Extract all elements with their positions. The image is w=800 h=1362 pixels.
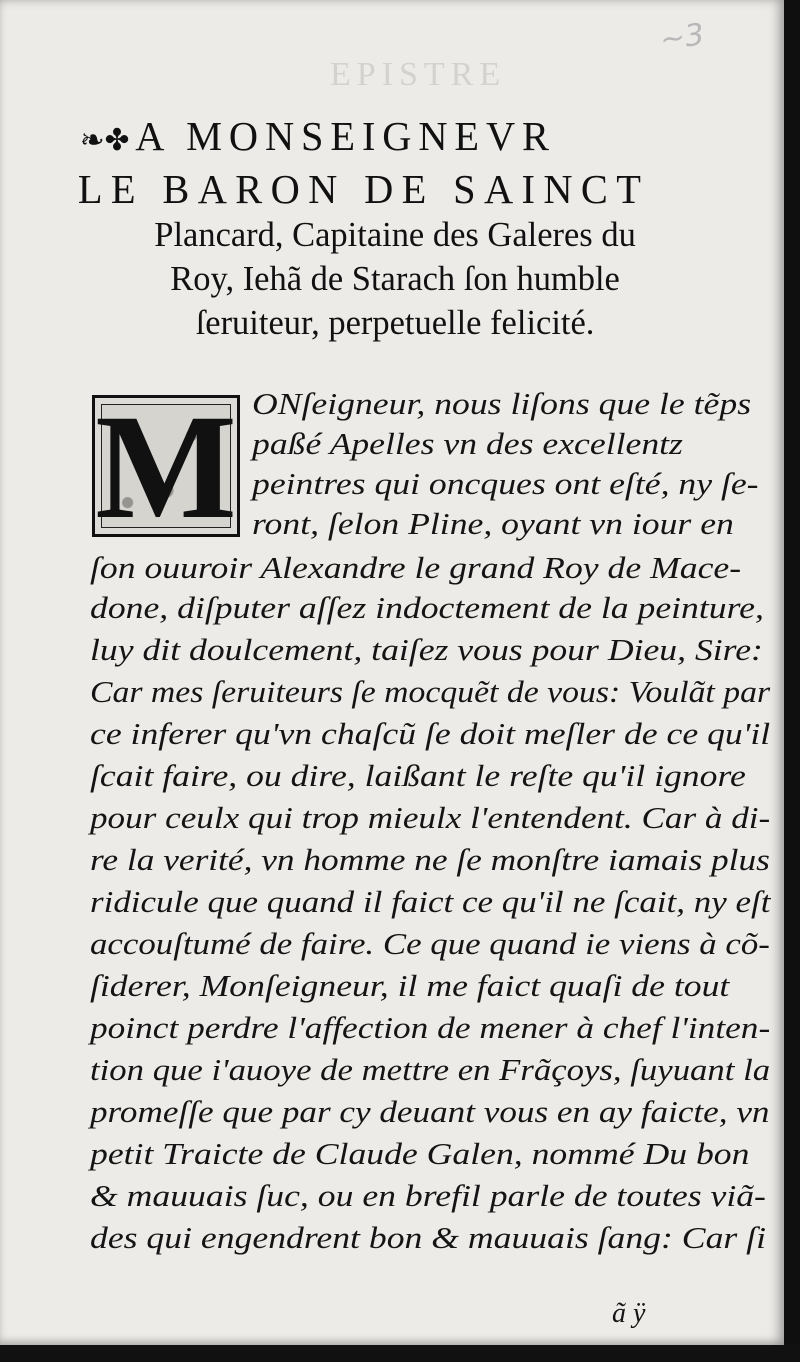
text-line: paßé Apelles vn des excellentz [252, 426, 683, 461]
pencil-mark: ~3 [657, 17, 707, 58]
text-line: done, diſputer aſſez indoctement de la peinture, [90, 590, 764, 625]
text-line: petit Traicte de Claude Galen, nommé Du bon [90, 1136, 750, 1171]
text-line: ſon ouuroir Alexandre le grand Roy de Mace- [90, 550, 742, 585]
fleuron-ornament-icon: ❧✤ [79, 123, 130, 157]
heading-line-4: Roy, Iehã de Starach ſon humble [170, 258, 620, 298]
bleed-through-header: EPISTRE [330, 56, 507, 93]
catchword-signature: ã ÿ [612, 1298, 646, 1329]
heading-line-5: ſeruiteur, perpetuelle felicité. [195, 302, 595, 342]
heading-line-1 [70, 112, 720, 165]
text-line: Car mes ſeruiteurs ſe mocquẽt de vous: Voulãt par [90, 674, 771, 709]
text-line: pour ceulx qui trop mieulx l'entendent. Car à di- [90, 800, 771, 835]
text-line: luy dit doulcement, taiſez vous pour Dieu, Sire: [90, 632, 763, 667]
text-line: re la verité, vn homme ne ſe monſtre iamais plus [90, 842, 770, 877]
dedication-heading [70, 112, 730, 345]
text-line: ront, ſelon Pline, oyant vn iour en [252, 506, 734, 541]
page-edge-shadow [784, 0, 800, 1345]
heading-line-1-text: A MONSEIGNEVR [135, 113, 556, 159]
heading-line-2: LE BARON DE SAINCT [77, 165, 650, 212]
text-line: des qui engendrent bon & mauuais ſang: Car ſi [90, 1220, 767, 1255]
text-line: ce inferer qu'vn chaſcũ ſe doit meſler de ce qu'il [90, 716, 771, 751]
decorated-initial [92, 384, 240, 550]
text-line: promeſſe que par cy deuant vous en ay faicte, vn [90, 1094, 770, 1129]
initial-letter: M [95, 384, 237, 550]
text-line: ſiderer, Monſeigneur, il me faict quaſi de tout [90, 968, 730, 1003]
text-line: peintres qui oncques ont eſté, ny ſe- [252, 466, 759, 501]
text-line: poinct perdre l'affection de mener à chef l'inten- [90, 1010, 771, 1045]
text-line: ridicule que quand il faict ce qu'il ne ſcait, ny eſt [90, 884, 771, 919]
text-line: accouſtumé de faire. Ce que quand ie viens à cõ- [90, 926, 770, 961]
text-line: ſcait faire, ou dire, laißant le reſte qu'il ignore [90, 758, 746, 793]
text-line: tion que i'auoye de mettre en Frãçoys, ſuyuant la [90, 1052, 771, 1087]
text-line: & mauuais ſuc, ou en brefil parle de toutes viã- [90, 1178, 766, 1213]
scan-border [0, 1345, 800, 1362]
text-line: ONſeigneur, nous liſons que le tẽps [252, 386, 752, 421]
heading-line-3: Plancard, Capitaine des Galeres du [154, 214, 636, 254]
